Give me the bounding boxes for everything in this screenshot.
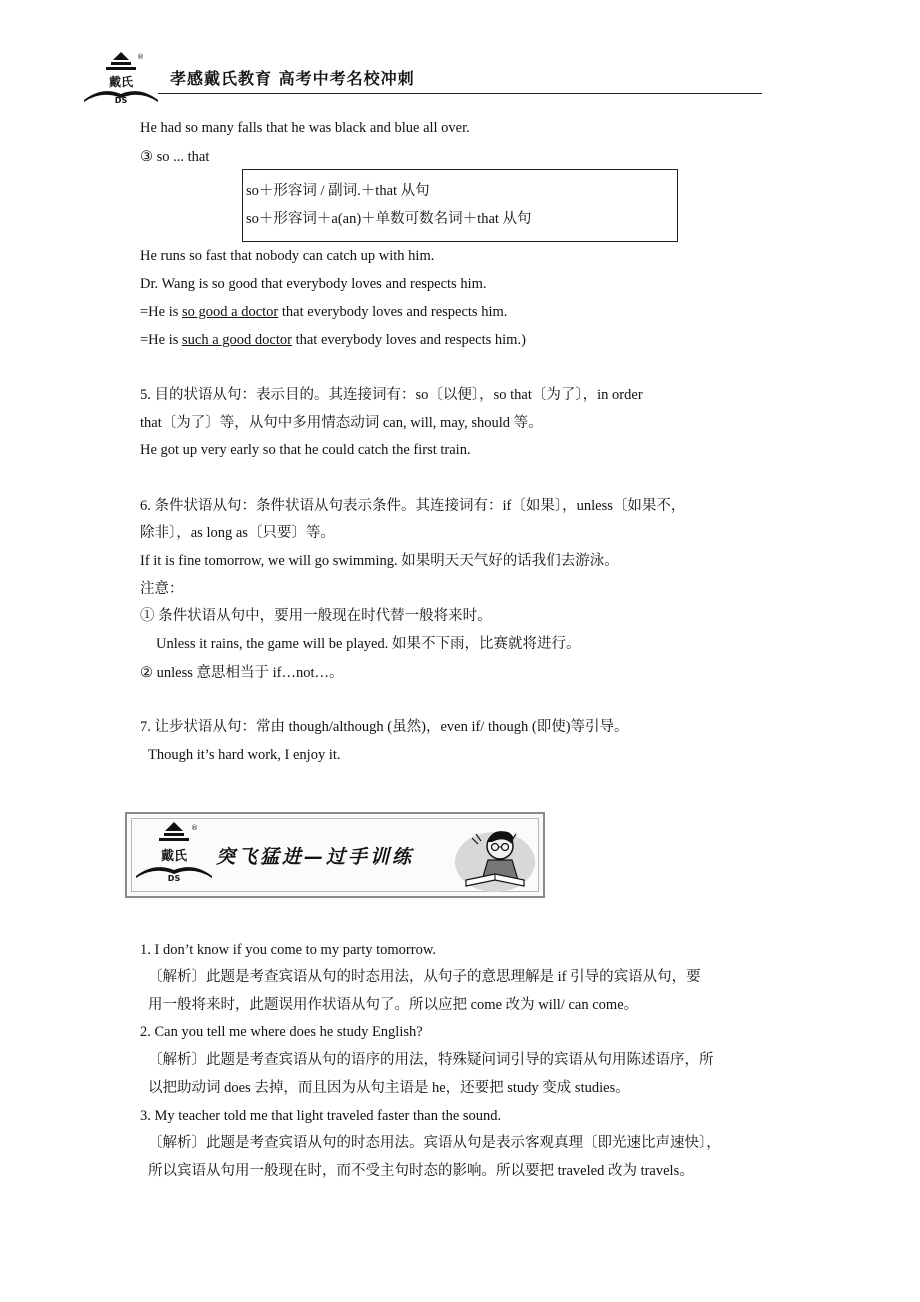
- formula-line: so＋形容词 / 副词.＋that 从句: [246, 183, 430, 199]
- section-heading: 7. 让步状语从句：常由 though/although (虽然)，even if/ though (即使)等引导。: [140, 719, 629, 735]
- svg-text:DS: DS: [114, 96, 128, 104]
- svg-text:®: ®: [137, 53, 144, 61]
- exercise-analysis: 所以宾语从句用一般现在时，而不受主句时态的影响。所以要把 traveled 改为 travels。: [148, 1163, 694, 1179]
- example-sentence: [140, 302, 507, 322]
- example-sentence: He runs so fast that nobody can catch up with him.: [140, 248, 435, 264]
- formula-line: so＋形容词＋a(an)＋单数可数名词＋that 从句: [246, 211, 532, 227]
- exercise-analysis: 〔解析〕此题是考查宾语从句的时态用法。宾语从句是表示客观真理〔即光速比声速快〕，: [148, 1135, 721, 1151]
- svg-text:戴氏: 戴氏: [108, 75, 134, 89]
- svg-text:®: ®: [191, 824, 198, 832]
- logo-mark-icon: [134, 820, 214, 882]
- note-item: ① 条件状语从句中，要用一般现在时代替一般将来时。: [140, 608, 492, 624]
- banner-figure: [448, 822, 542, 894]
- section-text: that〔为了〕等，从句中多用情态动词 can, will, may, should 等。: [140, 415, 543, 431]
- underlined-phrase: so good a doctor: [182, 304, 279, 320]
- section-heading: 6. 条件状语从句：条件状语从句表示条件。其连接词有：if〔如果〕，unless〔如果不，: [140, 498, 686, 514]
- svg-text:戴氏: 戴氏: [160, 849, 188, 864]
- exercise-analysis: 〔解析〕此题是考查宾语从句的语序的用法，特殊疑问词引导的宾语从句用陈述语序，所: [148, 1052, 714, 1068]
- header-title: 孝感戴氏教育 高考中考名校冲刺: [170, 69, 415, 88]
- text-run: =He is: [140, 304, 183, 320]
- example-sentence: Though it’s hard work, I enjoy it.: [148, 747, 341, 763]
- exercise-analysis: 用一般将来时，此题误用作状语从句了。所以应把 come 改为 will/ can come。: [148, 997, 639, 1013]
- banner-logo: [134, 820, 214, 882]
- formula-box: [242, 169, 678, 242]
- text-run: =He is: [140, 332, 183, 348]
- text-run: that everybody loves and respects him.: [278, 304, 508, 320]
- item-label: ③ so ... that: [140, 149, 210, 165]
- exercise-question: 1. I don’t know if you come to my party tomorrow.: [140, 942, 436, 958]
- text-run: that everybody loves and respects him.): [291, 332, 526, 348]
- exercise-question: 2. Can you tell me where does he study English?: [140, 1024, 423, 1040]
- svg-text:DS: DS: [167, 874, 181, 882]
- reading-student-icon: [448, 822, 542, 894]
- section-text: 除非〕，as long as〔只要〕等。: [140, 525, 335, 541]
- example-sentence: He had so many falls that he was black and blue all over.: [140, 120, 470, 136]
- header-logo: [82, 50, 160, 104]
- exercise-question: 3. My teacher told me that light traveled faster than the sound.: [140, 1108, 502, 1124]
- banner-title: 突飞猛进—过手训练: [216, 846, 415, 868]
- exercise-analysis: 以把助动词 does 去掉，而且因为从句主语是 he，还要把 study 变成 studies。: [148, 1080, 630, 1096]
- example-sentence: Dr. Wang is so good that everybody loves and respects him.: [140, 276, 487, 292]
- note-label: 注意：: [140, 581, 184, 597]
- underlined-phrase: such a good doctor: [182, 332, 292, 348]
- example-sentence: If it is fine tomorrow, we will go swimming. 如果明天天气好的话我们去游泳。: [140, 553, 619, 569]
- section-heading: 5. 目的状语从句：表示目的。其连接词有：so〔以便〕，so that〔为了〕，in order: [140, 387, 643, 403]
- exercise-analysis: 〔解析〕此题是考查宾语从句的时态用法，从句子的意思理解是 if 引导的宾语从句，要: [148, 969, 701, 985]
- example-sentence: Unless it rains, the game will be played. 如果不下雨，比赛就将进行。: [156, 636, 581, 652]
- logo-mark-icon: [82, 50, 160, 104]
- header-divider: [158, 93, 762, 94]
- note-item: ② unless 意思相当于 if…not…。: [140, 665, 344, 681]
- example-sentence: He got up very early so that he could catch the first train.: [140, 442, 471, 458]
- example-sentence: [140, 330, 526, 350]
